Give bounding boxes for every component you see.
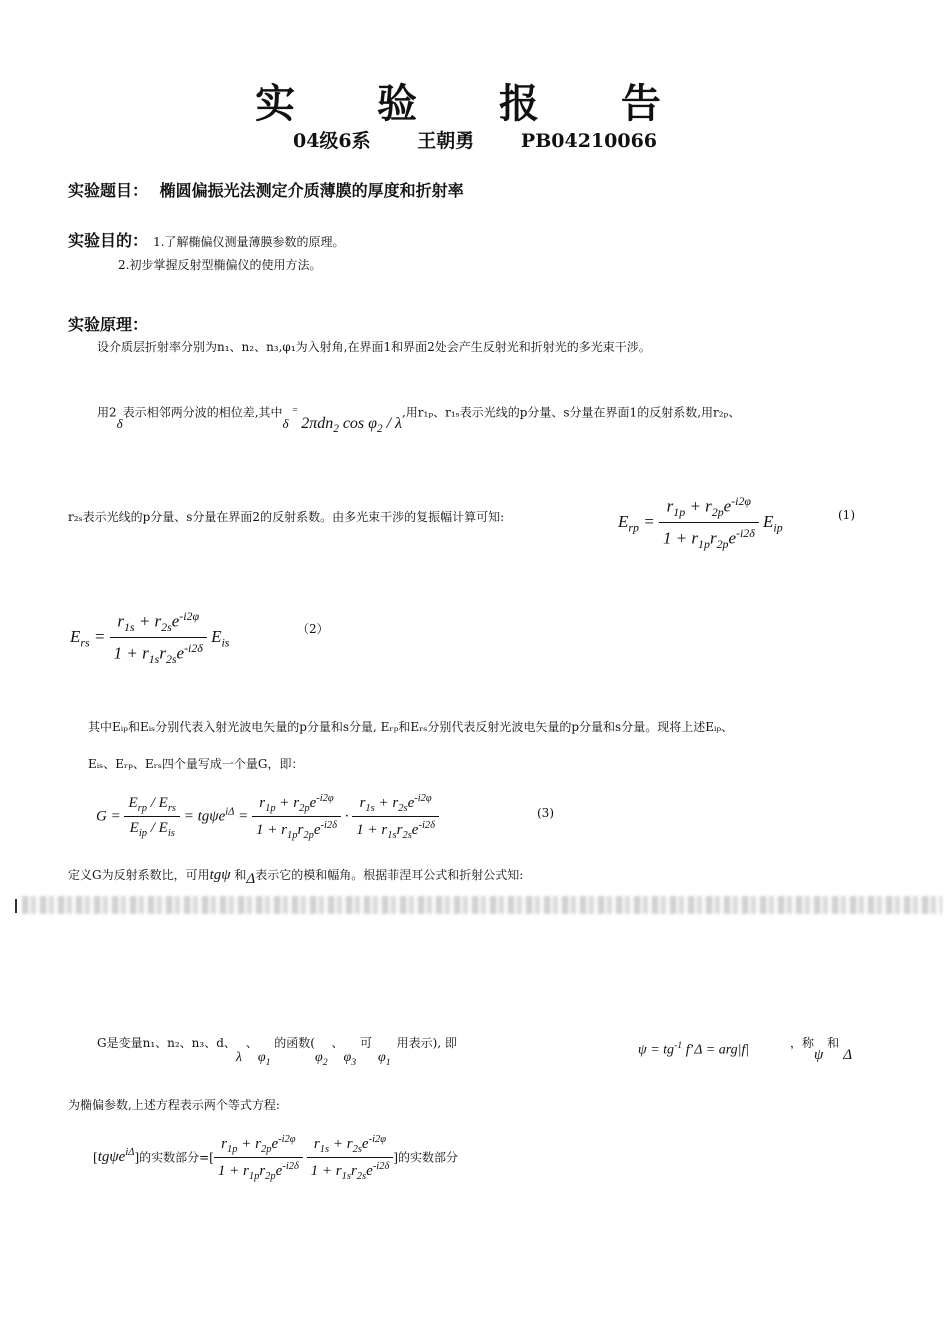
equation-3-number: (3) <box>537 806 554 820</box>
purpose-label: 实验目的： <box>68 231 149 250</box>
purpose-item-2: 2.初步掌握反射型椭偏仪的使用方法。 <box>118 258 322 272</box>
grade-dept: 04级6系 <box>292 130 371 152</box>
p6-part-a: 定义G为反射系数比，可用 <box>68 868 210 882</box>
tg-psi-symbol: tgψ <box>209 867 231 883</box>
principle-paragraph-4: 其中Eᵢₚ和Eᵢₛ分别代表入射光波电矢量的p分量和s分量, Eᵣₚ和Eᵣₛ分别代表反射光波电矢量的p分量和s分量。现将上述Eᵢₚ、 <box>88 720 734 734</box>
p7-part-b: 、 <box>245 1036 258 1050</box>
equation-2: $E_{rs}$ = $\frac{r_{1s} + r_{2s}e^{-i2\varphi}}{1 + r_{1s}r_{2s}e^{-i2\delta}}$ $E_{is}$ <box>70 609 230 667</box>
author-line <box>0 126 950 153</box>
real-part-fractions: $\frac{r_{1p} + r_{2p}e^{-i2\varphi}}{1 + r_{1p}r_{2p}e^{-i2\delta}}$ $\frac{r_{1s} + r_{2s}e^{-i2\varphi}}{1 + r_{1s}r_{2s}e^{-i2\delta}}$ <box>214 1149 394 1165</box>
principle-paragraph-1: 设介质层折射率分别为n₁、n₂、n₃,φ₁为入射角,在界面1和界面2处会产生反射光和折射光的多光束干涉。 <box>97 340 651 354</box>
principle-paragraph-5: Eᵢₛ、Eᵣₚ、Eᵣₛ四个量写成一个量G，即： <box>88 757 304 771</box>
blurred-formula-line <box>22 896 942 914</box>
p2-part-a: 用2 <box>97 405 117 420</box>
topic-line <box>68 178 464 201</box>
big-delta-symbol: Δ <box>246 871 256 887</box>
p2-part-c: ,用r₁ₚ、r₁ₛ表示光线的p分量、s分量在界面1的反射系数,用r₂ₚ、 <box>401 405 741 420</box>
real-part-b: ]的实数部分 <box>393 1150 459 1165</box>
phi1-symbol-b: $\varphi_1$ <box>377 1050 391 1068</box>
principle-paragraph-2 <box>97 403 741 436</box>
purpose-item-1: 1.了解椭偏仪测量薄膜参数的原理。 <box>153 235 345 249</box>
tg-psi-e-term: tgψe$^{i\Delta}$ <box>97 1147 135 1166</box>
principle-paragraph-7 <box>97 1034 457 1068</box>
phi1-symbol: $\varphi_1$ <box>257 1050 271 1068</box>
topic-value: 椭圆偏振光法测定介质薄膜的厚度和折射率 <box>159 181 464 200</box>
big-delta-symbol-b: Δ <box>843 1047 852 1063</box>
principle-paragraph-7-end <box>790 1034 852 1063</box>
p7-part-e: 可 <box>359 1036 372 1050</box>
principle-label: 实验原理： <box>68 315 149 334</box>
real-part-equation: [tgψe$^{i\Delta}$]的实数部分=[ $\frac{r_{1p} + r_{2p}e^{-i2\varphi}}{1 + r_{1p}r_{2p}e^{-i2\delta}}$ $\frac{r_{1s} + r_{2s}e^{-i2\varphi}}{1 + r_{1s}r_{2s}e^{-i2\delta}}$ ]的实数部分 <box>93 1134 459 1182</box>
psi-symbol: ψ <box>814 1047 824 1063</box>
equation-1-number: (1) <box>838 508 855 522</box>
student-id: PB04210066 <box>520 130 658 152</box>
principle-paragraph-8: 为椭偏参数,上述方程表示两个等式方程: <box>68 1098 280 1112</box>
equation-2-number: （2） <box>297 622 329 636</box>
delta-symbol: δ <box>116 416 123 432</box>
p6-part-c: 表示它的模和幅角。根据菲涅耳公式和折射公式知: <box>255 868 524 882</box>
delta-equation: δ = 2πdn$_2$ $\cos \varphi_2$ / λ <box>282 405 402 436</box>
equation-3: G = $\frac{E_{rp} / E_{rs}}{E_{ip} / E_{is}}$ = tgψe$^{i\Delta}$ = $\frac{r_{1p} + r_{2p}e^{-i2\varphi}}{1 + r_{1p}r_{2p}e^{-i2\delta}}$ · $\frac{r_{1s} + r_{2s}e^{-i2\varphi}}{1 + r_{1s}r_{2s}e^{-i2\delta}}$ <box>96 793 439 841</box>
phi2-symbol: $\varphi_2$ <box>314 1050 328 1068</box>
equation-1: $E_{rp}$ = $\frac{r_{1p} + r_{2p}e^{-i2\varphi}}{1 + r_{1p}r_{2p}e^{-i2\delta}}$ $E_{ip}$ <box>618 494 783 552</box>
report-title: 实 验 报 告 <box>255 80 695 127</box>
p7-part-g: 表示), 即 <box>408 1036 457 1050</box>
principle-paragraph-6 <box>68 866 524 887</box>
cursor-bar <box>15 899 17 913</box>
phi3-symbol: $\varphi_3$ <box>343 1050 357 1068</box>
p7-part-c: 的函数( <box>274 1036 315 1050</box>
real-part-a: ]的实数部分=[ <box>134 1150 214 1165</box>
author-name: 王朝勇 <box>417 130 475 152</box>
p7-part-a: G是变量n₁、n₂、n₃、d、 <box>97 1036 236 1050</box>
lambda-symbol: λ <box>235 1050 242 1065</box>
p6-part-b: 和 <box>234 868 247 882</box>
p7-part-f: 用 <box>396 1036 409 1050</box>
p2-part-b: 表示相邻两分波的相位差,其中 <box>122 405 283 420</box>
principle-paragraph-3: r₂ₛ表示光线的p分量、s分量在界面2的反射系数。由多光束干涉的复振幅计算可知: <box>68 510 505 524</box>
purpose-line <box>68 228 345 251</box>
p7-part-d: 、 <box>331 1036 344 1050</box>
p7-part-i: 和 <box>827 1036 840 1050</box>
p7-part-h: ，称 <box>790 1036 815 1050</box>
topic-label: 实验题目： <box>68 181 149 200</box>
psi-delta-definition: $\psi = tg^{-1}$ f’Δ = arg|f| <box>638 1040 750 1058</box>
